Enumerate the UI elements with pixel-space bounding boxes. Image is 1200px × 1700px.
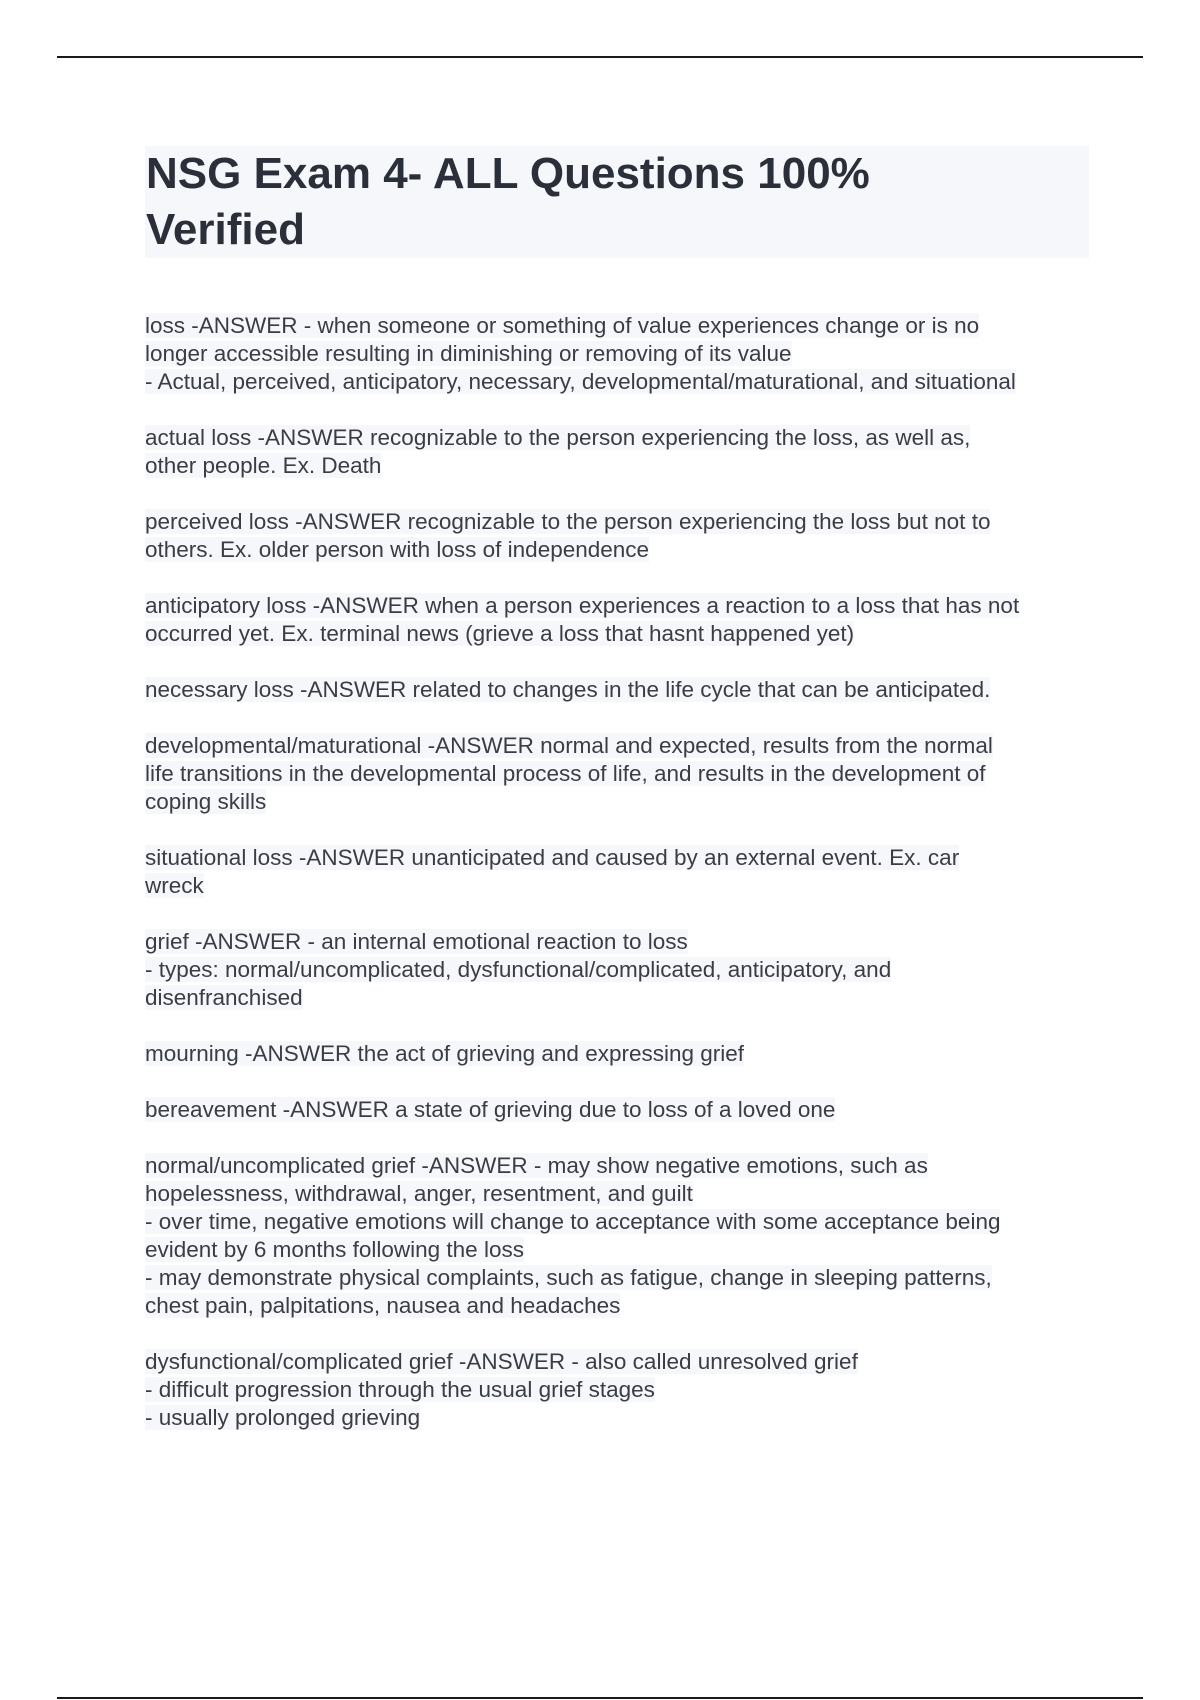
- entry-line: [145, 592, 1095, 620]
- entry-line: [145, 844, 1095, 872]
- entry-line-text: situational loss -ANSWER unanticipated and caused by an external event. Ex. car: [145, 845, 960, 870]
- entry-line: [145, 788, 1095, 816]
- entry-line-text: - usually prolonged grieving: [145, 1405, 421, 1430]
- flashcard-entry: [145, 1152, 1095, 1320]
- entry-line: [145, 424, 1095, 452]
- flashcard-entry: [145, 676, 1095, 704]
- entry-line-text: anticipatory loss -ANSWER when a person experiences a reaction to a loss that has not: [145, 593, 1020, 618]
- entry-line-text: hopelessness, withdrawal, anger, resentment, and guilt: [145, 1181, 693, 1206]
- entry-line-text: necessary loss -ANSWER related to changes in the life cycle that can be anticipated.: [145, 677, 991, 702]
- entry-line: [145, 676, 1095, 704]
- entry-line-text: wreck: [145, 873, 204, 898]
- entry-line-text: - difficult progression through the usual grief stages: [145, 1377, 655, 1402]
- flashcard-entry: [145, 1040, 1095, 1068]
- entry-line-text: others. Ex. older person with loss of independence: [145, 537, 650, 562]
- entry-line: [145, 1376, 1095, 1404]
- entry-line: [145, 312, 1095, 340]
- flashcard-entry: [145, 1348, 1095, 1432]
- entry-line-text: - Actual, perceived, anticipatory, necessary, developmental/maturational, and situational: [145, 369, 1016, 394]
- entry-line-text: other people. Ex. Death: [145, 453, 382, 478]
- entry-line: [145, 956, 1095, 984]
- entry-line-text: disenfranchised: [145, 985, 303, 1010]
- flashcard-entry: [145, 844, 1095, 900]
- entry-line: [145, 536, 1095, 564]
- entry-line: [145, 452, 1095, 480]
- page-title: [146, 146, 1086, 258]
- entry-line-text: actual loss -ANSWER recognizable to the person experiencing the loss, as well as,: [145, 425, 971, 450]
- entry-line: [145, 984, 1095, 1012]
- entry-line-text: occurred yet. Ex. terminal news (grieve a loss that hasnt happened yet): [145, 621, 855, 646]
- entry-line-text: evident by 6 months following the loss: [145, 1237, 524, 1262]
- flashcard-entry: [145, 928, 1095, 1012]
- flashcard-entry: [145, 508, 1095, 564]
- entry-line: [145, 1264, 1095, 1292]
- entry-line: [145, 368, 1095, 396]
- flashcard-entry: [145, 1096, 1095, 1124]
- entry-line-text: coping skills: [145, 789, 267, 814]
- entry-line-text: grief -ANSWER - an internal emotional reaction to loss: [145, 929, 688, 954]
- bottom-rule: [57, 1697, 1143, 1699]
- page-title-line-2: Verified: [146, 205, 305, 254]
- entry-line: [145, 1152, 1095, 1180]
- entry-line: [145, 1292, 1095, 1320]
- flashcard-entry: [145, 424, 1095, 480]
- entry-line-text: dysfunctional/complicated grief -ANSWER - also called unresolved grief: [145, 1349, 858, 1374]
- entry-line: [145, 760, 1095, 788]
- entry-line-text: loss -ANSWER - when someone or something of value experiences change or is no: [145, 313, 980, 338]
- entry-line-text: mourning -ANSWER the act of grieving and expressing grief: [145, 1041, 745, 1066]
- entry-line-text: longer accessible resulting in diminishing or removing of its value: [145, 341, 792, 366]
- entry-line-text: normal/uncomplicated grief -ANSWER - may show negative emotions, such as: [145, 1153, 928, 1178]
- entry-line: [145, 340, 1095, 368]
- entry-line-text: bereavement -ANSWER a state of grieving due to loss of a loved one: [145, 1097, 836, 1122]
- entry-line: [145, 1236, 1095, 1264]
- page-title-line-1: NSG Exam 4- ALL Questions 100%: [146, 149, 870, 198]
- entry-line-text: - types: normal/uncomplicated, dysfunctional/complicated, anticipatory, and: [145, 957, 892, 982]
- entry-line: [145, 1208, 1095, 1236]
- entry-line: [145, 1040, 1095, 1068]
- entry-line-text: perceived loss -ANSWER recognizable to the person experiencing the loss but not to: [145, 509, 991, 534]
- flashcard-list: [145, 312, 1095, 1460]
- entry-line: [145, 1180, 1095, 1208]
- entry-line: [145, 1348, 1095, 1376]
- entry-line: [145, 928, 1095, 956]
- entry-line: [145, 872, 1095, 900]
- entry-line: [145, 508, 1095, 536]
- entry-line: [145, 1404, 1095, 1432]
- entry-line-text: - over time, negative emotions will change to acceptance with some acceptance being: [145, 1209, 1001, 1234]
- entry-line-text: chest pain, palpitations, nausea and headaches: [145, 1293, 621, 1318]
- entry-line: [145, 1096, 1095, 1124]
- flashcard-entry: [145, 592, 1095, 648]
- entry-line-text: developmental/maturational -ANSWER normal and expected, results from the normal: [145, 733, 993, 758]
- entry-line-text: life transitions in the developmental process of life, and results in the development of: [145, 761, 986, 786]
- entry-line: [145, 620, 1095, 648]
- entry-line: [145, 732, 1095, 760]
- top-rule: [57, 56, 1143, 58]
- flashcard-entry: [145, 732, 1095, 816]
- entry-line-text: - may demonstrate physical complaints, such as fatigue, change in sleeping patterns,: [145, 1265, 992, 1290]
- flashcard-entry: [145, 312, 1095, 396]
